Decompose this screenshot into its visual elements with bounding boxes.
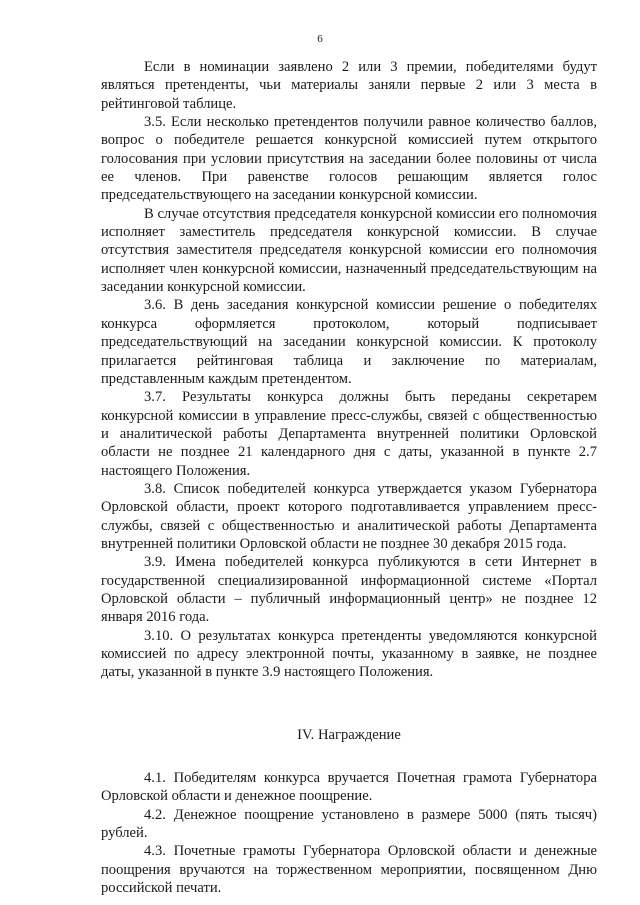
paragraph-3-6: 3.6. В день заседания конкурсной комиссии решение о победителях конкурса оформляется протоколом, который подписывает председательствующий на заседании конкурсной комиссии. К протоколу прилагается рейтинговая таблица и заключение по материалам, представленным каждым претендентом. (101, 297, 597, 387)
paragraph-prize-count: Если в номинации заявлено 2 или 3 премии, победителями будут являться претенденты, чьи материалы заняли первые 2 или 3 места в рейтинговой таблице. (101, 59, 597, 112)
paragraph-4-2: 4.2. Денежное поощрение установлено в размере 5000 (пять тысяч) рублей. (101, 806, 597, 842)
paragraph-4-1: 4.1. Победителям конкурса вручается Почетная грамота Губернатора Орловской области и денежное поощрение. (101, 770, 597, 805)
paragraph-3-5: 3.5. Если несколько претендентов получили равное количество баллов, вопрос о победителе решается конкурсной комиссией путем открытого голосования при условии присутствия на заседании более половины от числа ее членов. При равенстве голосов решающим является голос председательствующего на заседании конкурсной комиссии. (101, 114, 597, 204)
paragraph-3-8: 3.8. Список победителей конкурса утверждается указом Губернатора Орловской области, проект которого подготавливается управлением пресс-службы, связей с общественностью и аналитической работы Департамента внутренней политики Орловской области не позднее 30 декабря 2015 года. (101, 480, 597, 552)
paragraph-3-10: 3.10. О результатах конкурса претенденты уведомляются конкурсной комиссией по адресу электронной почты, указанному в заявке, не позднее даты, указанной в пункте 3.9 настоящего Положения. (101, 627, 597, 681)
section-heading-awarding: IV. Награждение (297, 726, 401, 743)
paragraph-chairman-absence: В случае отсутствия председателя конкурсной комиссии его полномочия исполняет заместитель председателя конкурсной комиссии. В случае отсутствия заместителя председателя конкурсной комиссии его полномочия исполняет член конкурсной комиссии, назначенный председательствующим на заседании конкурсной комиссии. (101, 205, 597, 296)
paragraph-3-7: 3.7. Результаты конкурса должны быть переданы секретарем конкурсной комиссии в управление пресс-службы, связей с общественностью и аналитической работы Департамента внутренней политики Орловской области не позднее 21 календарного дня с даты, указанной в пункте 2.7 настоящего Положения. (101, 389, 597, 479)
document-body (101, 58, 597, 897)
page-number: 6 (317, 33, 323, 45)
paragraph-4-3: 4.3. Почетные грамоты Губернатора Орловской области и денежные поощрения вручаются на торжественном мероприятии, посвященном Дню российской печати. (101, 843, 597, 897)
paragraph-3-9: 3.9. Имена победителей конкурса публикуются в сети Интернет в государственной специализированной информационной системе «Портал Орловской области – публичный информационный центр» не позднее 12 января 2016 года. (101, 554, 597, 626)
